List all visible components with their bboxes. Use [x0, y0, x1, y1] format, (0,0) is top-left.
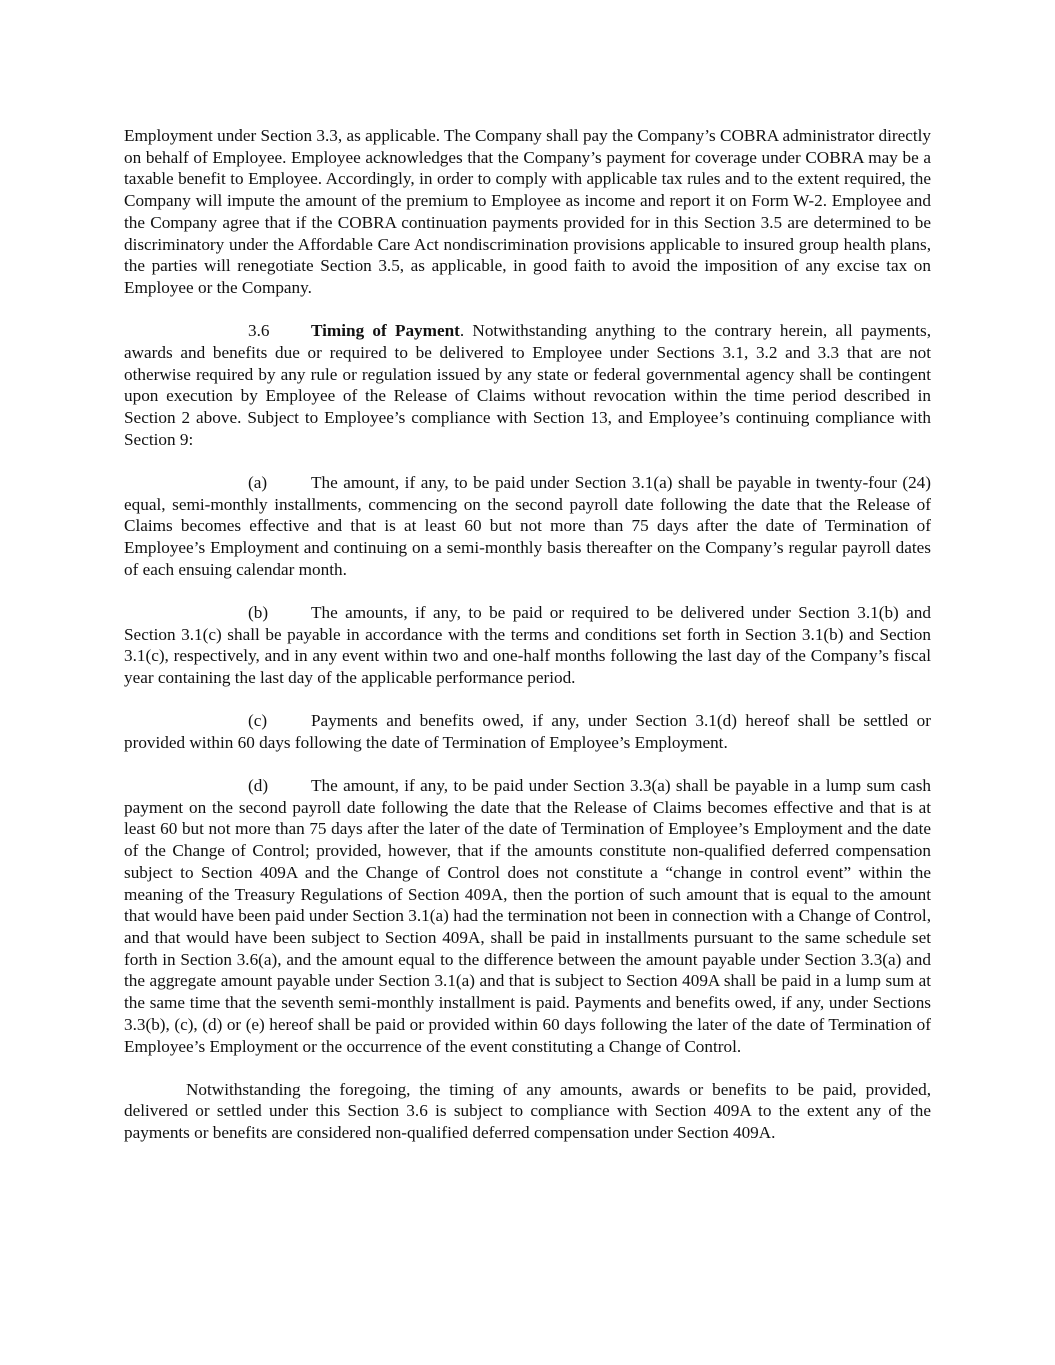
subsection-label: (c) [248, 711, 268, 731]
subsection-text: The amount, if any, to be paid under Section 3.3(a) shall be payable in a lump sum cash payment on the second payroll date following the date that the Release of Claims becomes effective and that is at least 60 but not more than 75 days after the later of the date of Termination of Employee’s Employment and the date of the Change of Control; provided, however, that if the amounts constitute non-qualified deferred compensation subject to Section 409A and the Change of Control does not constitute a “change in control event” within the meaning of the Treasury Regulations of Section 409A, then the portion of such amount that is equal to the amount that would have been paid under Section 3.1(a) had the termination not been in connection with a Change of Control, and that would have been subject to Section 409A, shall be paid in installments pursuant to the same schedule set forth in Section 3.6(a), and the amount equal to the difference between the amount payable under Section 3.3(a) and the aggregate amount payable under Section 3.1(a) and that is subject to Section 409A shall be paid in a lump sum at the same time that the seventh semi-monthly installment is paid. Payments and benefits owed, if any, under Sections 3.3(b), (c), (d) or (e) hereof shall be paid or provided within 60 days following the later of the date of Termination of Employee’s Employment or the occurrence of the event constituting a Change of Control. [124, 776, 931, 1056]
subsection-label: (d) [248, 776, 269, 796]
section-body: Notwithstanding anything to the contrary herein, all payments, awards and benefits due or required to be delivered to Employee under Sections 3.1, 3.2 and 3.3 that are not otherwise required by any rule or regulation issued by any state or federal governmental agency shall be contingent upon execution by Employee of the Release of Claims without revocation within the time period described in Section 2 above. Subject to Employee’s compliance with Section 13, and Employee’s continuing compliance with Section 9: [124, 321, 931, 449]
subsection-label: (a) [248, 472, 268, 492]
subsection-text: The amount, if any, to be paid under Section 3.1(a) shall be payable in twenty-four (24) equal, semi-monthly installments, commencing on the second payroll date following the date that the Release of Claims becomes effective and that is at least 60 but not more than 75 days after the date of Termination of Employee’s Employment and continuing on a semi-monthly basis thereafter on the Company’s regular payroll dates of each ensuing calendar month. [124, 472, 931, 579]
subsection-d [124, 775, 931, 1057]
section-number: 3.6 [248, 321, 270, 341]
subsection-a [124, 472, 931, 581]
subsection-c [124, 710, 931, 753]
section-heading-punctuation: . [459, 321, 465, 341]
section-heading: Timing of Payment [311, 321, 460, 341]
subsection-label: (b) [248, 602, 269, 622]
paragraph-cobra-continuation: Employment under Section 3.3, as applicable. The Company shall pay the Company’s COBRA administrator directly on behalf of Employee. Employee acknowledges that the Company’s payment for coverage under COBRA may be a taxable benefit to Employee. Accordingly, in order to comply with applicable tax rules and to the extent required, the Company will impute the amount of the premium to Employee as income and report it on Form W-2. Employee and the Company agree that if the COBRA continuation payments provided for in this Section 3.5 are determined to be discriminatory under the Affordable Care Act nondiscrimination provisions applicable to insured group health plans, the parties will renegotiate Section 3.5, as applicable, in good faith to avoid the imposition of any excise tax on Employee or the Company. [124, 126, 931, 297]
document-page [124, 125, 931, 1165]
section-3-6-timing-of-payment [124, 320, 931, 450]
subsection-text: The amounts, if any, to be paid or required to be delivered under Section 3.1(b) and Section 3.1(c) shall be payable in accordance with the terms and conditions set forth in Section 3.1(b) and Section 3.1(c), respectively, and in any event within two and one-half months following the last day of the Company’s fiscal year containing the last day of the applicable performance period. [124, 602, 931, 687]
subsection-b [124, 602, 931, 689]
paragraph-closing-409a: Notwithstanding the foregoing, the timing of any amounts, awards or benefits to be paid, provided, delivered or settled under this Section 3.6 is subject to compliance with Section 409A to the extent any of the payments or benefits are considered non-qualified deferred compensation under Section 409A. [124, 1079, 931, 1143]
subsection-text: Payments and benefits owed, if any, under Section 3.1(d) hereof shall be settled or provided within 60 days following the date of Termination of Employee’s Employment. [124, 711, 931, 752]
